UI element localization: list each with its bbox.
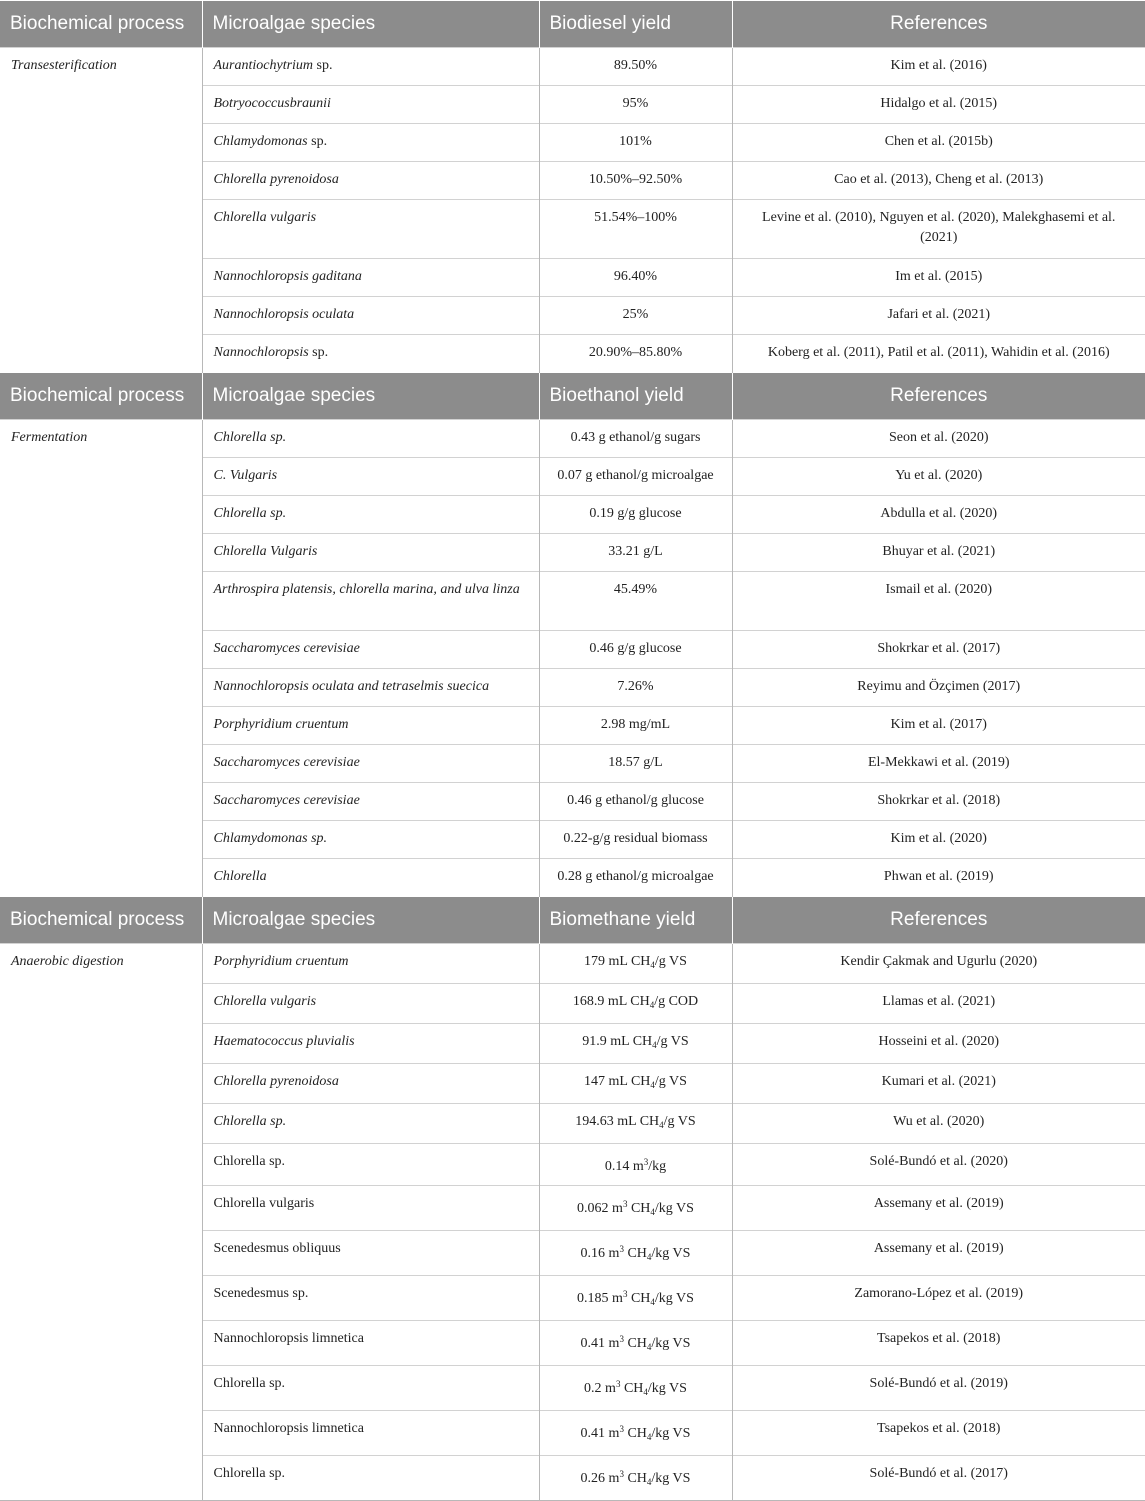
yield-cell: 91.9 mL $CH_4/g$ VS — [539, 1024, 732, 1064]
table-row — [0, 1366, 1145, 1411]
yield-cell: 95% — [539, 86, 732, 124]
species-cell: Scenedesmus obliquus — [202, 1231, 539, 1276]
table-row — [0, 162, 1145, 200]
yield-cell: 10.50%–92.50% — [539, 162, 732, 200]
reference-cell: Im et al. (2015) — [732, 259, 1145, 297]
header-references: References — [732, 1, 1145, 48]
yield-cell: 7.26% — [539, 669, 732, 707]
header-yield: Biodiesel yield — [539, 1, 732, 48]
species-cell: Nannochloropsis limnetica — [202, 1321, 539, 1366]
reference-cell: Chen et al. (2015b) — [732, 124, 1145, 162]
species-cell: Chlorella sp. — [202, 1366, 539, 1411]
yield-cell: 33.21 g/L — [539, 534, 732, 572]
table-row — [0, 669, 1145, 707]
header-species: Microalgae species — [202, 897, 539, 944]
reference-cell: Abdulla et al. (2020) — [732, 496, 1145, 534]
header-yield: Bioethanol yield — [539, 373, 732, 420]
species-cell: Chlorella vulgaris — [202, 1186, 539, 1231]
species-cell: Nannochloropsis limnetica — [202, 1411, 539, 1456]
species-cell: Nannochloropsis gaditana — [202, 259, 539, 297]
yield-cell: 0.16 $m^3$ $CH_4/kg$ VS — [539, 1231, 732, 1276]
table-row — [0, 859, 1145, 897]
header-references: References — [732, 897, 1145, 944]
reference-cell: Solé-Bundó et al. (2017) — [732, 1456, 1145, 1501]
species-cell: Nannochloropsis oculata and tetraselmis suecica — [202, 669, 539, 707]
reference-cell: Hidalgo et al. (2015) — [732, 86, 1145, 124]
table-row — [0, 1321, 1145, 1366]
yield-cell: 0.185 $m^3$ $CH_4/kg$ VS — [539, 1276, 732, 1321]
reference-cell: Kendir Çakmak and Ugurlu (2020) — [732, 944, 1145, 984]
table-row — [0, 86, 1145, 124]
species-cell: Chlamydomonas sp. — [202, 124, 539, 162]
species-cell: Saccharomyces cerevisiae — [202, 745, 539, 783]
species-cell: Scenedesmus sp. — [202, 1276, 539, 1321]
yield-cell: 45.49% — [539, 572, 732, 631]
yield-cell: 20.90%–85.80% — [539, 335, 732, 373]
yield-cell: 0.2 $m^3$ $CH_4/kg$ VS — [539, 1366, 732, 1411]
table-row — [0, 1231, 1145, 1276]
yield-cell: 0.26 $m^3$ $CH_4/kg$ VS — [539, 1456, 732, 1501]
yield-cell: 0.46 g/g glucose — [539, 631, 732, 669]
table-row — [0, 297, 1145, 335]
table-row — [0, 496, 1145, 534]
yield-cell: 0.07 g ethanol/g microalgae — [539, 458, 732, 496]
species-cell: Chlorella Vulgaris — [202, 534, 539, 572]
yield-cell: 0.46 g ethanol/g glucose — [539, 783, 732, 821]
reference-cell: Bhuyar et al. (2021) — [732, 534, 1145, 572]
reference-cell: Zamorano-López et al. (2019) — [732, 1276, 1145, 1321]
species-cell: C. Vulgaris — [202, 458, 539, 496]
reference-cell: Hosseini et al. (2020) — [732, 1024, 1145, 1064]
reference-cell: Yu et al. (2020) — [732, 458, 1145, 496]
species-cell: Saccharomyces cerevisiae — [202, 631, 539, 669]
yield-cell: 194.63 mL $CH_4/g$ VS — [539, 1104, 732, 1144]
yield-cell: 147 mL $CH_4/g$ VS — [539, 1064, 732, 1104]
yield-cell: 101% — [539, 124, 732, 162]
reference-cell: Assemany et al. (2019) — [732, 1231, 1145, 1276]
table-row — [0, 200, 1145, 259]
reference-cell: El-Mekkawi et al. (2019) — [732, 745, 1145, 783]
table-row — [0, 944, 1145, 984]
yield-cell: 179 mL $CH_4/g$ VS — [539, 944, 732, 984]
species-cell: Chlorella sp. — [202, 1144, 539, 1186]
species-cell: Chlorella sp. — [202, 496, 539, 534]
reference-cell: Levine et al. (2010), Nguyen et al. (2020), Malekghasemi et al. (2021) — [732, 200, 1145, 259]
reference-cell: Tsapekos et al. (2018) — [732, 1321, 1145, 1366]
species-cell: Nannochloropsis sp. — [202, 335, 539, 373]
table-row — [0, 420, 1145, 458]
yield-cell: 25% — [539, 297, 732, 335]
species-cell: Chlorella sp. — [202, 420, 539, 458]
section-header-biomethane — [0, 897, 1145, 944]
species-cell: Chlamydomonas sp. — [202, 821, 539, 859]
yield-cell: 18.57 g/L — [539, 745, 732, 783]
header-process: Biochemical process — [0, 373, 202, 420]
yield-cell: 51.54%–100% — [539, 200, 732, 259]
section-header-bioethanol — [0, 373, 1145, 420]
header-species: Microalgae species — [202, 1, 539, 48]
species-cell: Porphyridium cruentum — [202, 707, 539, 745]
yield-cell: 168.9 mL $CH_4/g$ COD — [539, 984, 732, 1024]
yield-cell: 96.40% — [539, 259, 732, 297]
reference-cell: Cao et al. (2013), Cheng et al. (2013) — [732, 162, 1145, 200]
species-cell: Saccharomyces cerevisiae — [202, 783, 539, 821]
process-label: Anaerobic digestion — [0, 944, 202, 984]
header-yield: Biomethane yield — [539, 897, 732, 944]
species-cell: Chlorella sp. — [202, 1456, 539, 1501]
species-cell: Porphyridium cruentum — [202, 944, 539, 984]
reference-cell: Koberg et al. (2011), Patil et al. (2011), Wahidin et al. (2016) — [732, 335, 1145, 373]
species-cell: Aurantiochytrium sp. — [202, 48, 539, 86]
reference-cell: Shokrkar et al. (2018) — [732, 783, 1145, 821]
yield-cell: 0.43 g ethanol/g sugars — [539, 420, 732, 458]
yield-cell: 0.41 $m^3$ $CH_4/kg$ VS — [539, 1321, 732, 1366]
yield-cell: 0.062 $m^3$ $CH_4/kg$ VS — [539, 1186, 732, 1231]
table-row — [0, 1064, 1145, 1104]
reference-cell: Phwan et al. (2019) — [732, 859, 1145, 897]
species-cell: Chlorella sp. — [202, 1104, 539, 1144]
table-row — [0, 984, 1145, 1024]
table-row — [0, 458, 1145, 496]
reference-cell: Shokrkar et al. (2017) — [732, 631, 1145, 669]
reference-cell: Jafari et al. (2021) — [732, 297, 1145, 335]
yield-cell: 89.50% — [539, 48, 732, 86]
table-row — [0, 335, 1145, 373]
table-row — [0, 821, 1145, 859]
species-cell: Botryococcusbraunii — [202, 86, 539, 124]
table-row — [0, 572, 1145, 631]
species-cell: Haematococcus pluvialis — [202, 1024, 539, 1064]
reference-cell: Wu et al. (2020) — [732, 1104, 1145, 1144]
table-row — [0, 707, 1145, 745]
yield-cell: 0.41 $m^3$ $CH_4/kg$ VS — [539, 1411, 732, 1456]
table-row — [0, 534, 1145, 572]
reference-cell: Assemany et al. (2019) — [732, 1186, 1145, 1231]
table-row — [0, 124, 1145, 162]
table-row — [0, 631, 1145, 669]
species-cell: Chlorella vulgaris — [202, 200, 539, 259]
table-row — [0, 1276, 1145, 1321]
reference-cell: Kim et al. (2017) — [732, 707, 1145, 745]
yield-cell: 2.98 mg/mL — [539, 707, 732, 745]
reference-cell: Llamas et al. (2021) — [732, 984, 1145, 1024]
reference-cell: Reyimu and Özçimen (2017) — [732, 669, 1145, 707]
table-row — [0, 1144, 1145, 1186]
yield-cell: 0.19 g/g glucose — [539, 496, 732, 534]
table-row — [0, 1186, 1145, 1231]
species-cell: Chlorella pyrenoidosa — [202, 162, 539, 200]
table-row — [0, 1456, 1145, 1501]
process-label: Transesterification — [0, 48, 202, 86]
table-row — [0, 259, 1145, 297]
species-cell: Chlorella — [202, 859, 539, 897]
species-cell: Chlorella vulgaris — [202, 984, 539, 1024]
reference-cell: Kumari et al. (2021) — [732, 1064, 1145, 1104]
reference-cell: Kim et al. (2020) — [732, 821, 1145, 859]
header-species: Microalgae species — [202, 373, 539, 420]
reference-cell: Ismail et al. (2020) — [732, 572, 1145, 631]
table-row — [0, 1411, 1145, 1456]
header-process: Biochemical process — [0, 897, 202, 944]
species-cell: Arthrospira platensis, chlorella marina, and ulva linza — [202, 572, 539, 631]
reference-cell: Kim et al. (2016) — [732, 48, 1145, 86]
yield-cell: 0.28 g ethanol/g microalgae — [539, 859, 732, 897]
reference-cell: Solé-Bundó et al. (2019) — [732, 1366, 1145, 1411]
yield-cell: 0.14 $m^3/kg$ — [539, 1144, 732, 1186]
table-row — [0, 783, 1145, 821]
table-row — [0, 1024, 1145, 1064]
yield-cell: 0.22-g/g residual biomass — [539, 821, 732, 859]
reference-cell: Tsapekos et al. (2018) — [732, 1411, 1145, 1456]
section-header-biodiesel — [0, 1, 1145, 48]
table-row — [0, 1104, 1145, 1144]
header-references: References — [732, 373, 1145, 420]
reference-cell: Seon et al. (2020) — [732, 420, 1145, 458]
header-process: Biochemical process — [0, 1, 202, 48]
species-cell: Nannochloropsis oculata — [202, 297, 539, 335]
table-row — [0, 48, 1145, 86]
species-cell: Chlorella pyrenoidosa — [202, 1064, 539, 1104]
reference-cell: Solé-Bundó et al. (2020) — [732, 1144, 1145, 1186]
process-label: Fermentation — [0, 420, 202, 458]
table-row — [0, 745, 1145, 783]
